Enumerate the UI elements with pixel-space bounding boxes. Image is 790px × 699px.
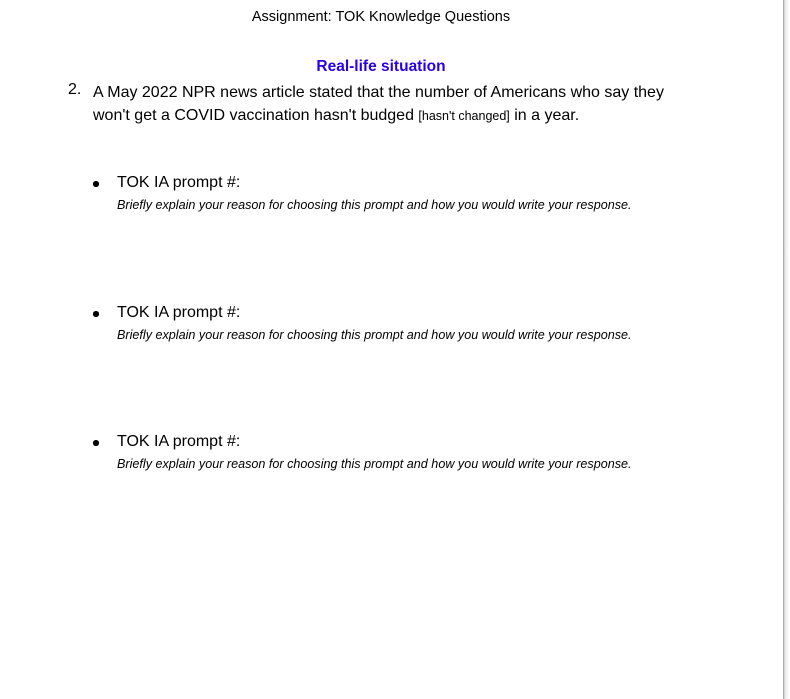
prompt-item <box>0 304 783 348</box>
prompt-label: TOK IA prompt #: <box>117 174 241 191</box>
question-number: 2. <box>68 81 82 98</box>
bullet-icon <box>93 311 99 317</box>
page-header: Assignment: TOK Knowledge Questions <box>251 9 511 25</box>
question-bracket-note: [hasn't changed] <box>418 109 510 123</box>
question-text <box>93 81 693 128</box>
bullet-icon <box>93 181 99 187</box>
section-title: Real-life situation <box>316 58 446 75</box>
prompt-instruction: Briefly explain your reason for choosing this prompt and how you would write your response. <box>117 457 632 471</box>
prompt-instruction: Briefly explain your reason for choosing this prompt and how you would write your response. <box>117 328 632 342</box>
prompt-label: TOK IA prompt #: <box>117 304 241 321</box>
page-edge-shadow <box>783 0 790 699</box>
question-text-before: A May 2022 NPR news article stated that the number of Americans who say they won't get a COVID vaccination hasn't budged <box>93 84 664 124</box>
prompt-label: TOK IA prompt #: <box>117 433 241 450</box>
bullet-icon <box>93 440 99 446</box>
prompt-instruction: Briefly explain your reason for choosing this prompt and how you would write your response. <box>117 198 632 212</box>
prompt-item <box>0 174 783 218</box>
prompt-item <box>0 433 783 477</box>
question-text-after: in a year. <box>509 107 580 124</box>
